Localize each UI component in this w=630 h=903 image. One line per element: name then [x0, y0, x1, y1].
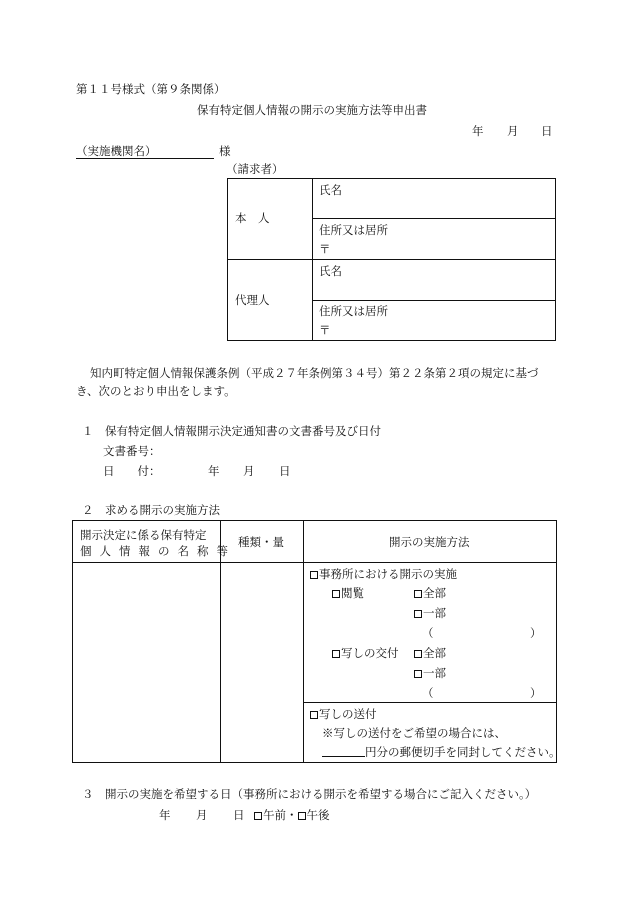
preferred-year-label: 年	[159, 808, 171, 822]
copy-part-paren-close: ）	[530, 686, 542, 700]
addressee-label: （実施機関名）	[76, 144, 157, 158]
viewing-checkbox[interactable]	[332, 590, 340, 598]
decision-year-label: 年	[208, 464, 220, 478]
intro-line-2: き、次のとおり申出をします。	[76, 384, 236, 398]
preferred-day-label: 日	[233, 808, 245, 822]
method-mail-divider	[303, 702, 557, 703]
col-type-header: 種類・量	[238, 535, 284, 549]
col-method-header: 開示の実施方法	[389, 535, 470, 549]
time-separator: ・	[286, 808, 298, 822]
preferred-month-label: 月	[196, 808, 208, 822]
col-name-header-line2: 個人情報の名称等	[80, 544, 236, 558]
viewing-option[interactable]: 閲覧	[332, 586, 364, 600]
agent-address-label: 住所又は居所	[319, 304, 388, 318]
principal-address-label: 住所又は居所	[319, 223, 388, 237]
time-options	[254, 808, 330, 822]
principal-label: 本 人	[235, 211, 270, 225]
am-checkbox[interactable]	[254, 812, 262, 820]
intro-line-1: 知内町特定個人情報保護条例（平成２７年条例第３４号）第２２条第２項の規定に基づ	[90, 366, 539, 380]
honorific: 様	[219, 144, 231, 158]
viewing-part-checkbox[interactable]	[414, 610, 422, 618]
copy-all-checkbox[interactable]	[414, 650, 422, 658]
copy-delivery-checkbox[interactable]	[332, 650, 340, 658]
requester-row-divider	[227, 259, 556, 260]
viewing-part-option[interactable]: 一部	[414, 606, 446, 620]
stamp-note: 円分の郵便切手を同封してください。	[322, 745, 561, 759]
doc-number-label: 文書番号：	[103, 444, 161, 458]
agent-name-label: 氏名	[319, 264, 342, 278]
decision-date-label: 日 付：	[103, 464, 161, 478]
copy-all-option[interactable]: 全部	[414, 646, 446, 660]
copy-delivery-option[interactable]: 写しの交付	[332, 646, 399, 660]
section3-heading: ３ 開示の実施を希望する日（事務所における開示を希望する場合にご記入ください。）	[82, 787, 537, 801]
am-option[interactable]: 午前	[254, 808, 286, 822]
pm-option[interactable]: 午後	[298, 808, 330, 822]
principal-name-label: 氏名	[319, 183, 342, 197]
section1-heading: １ 保有特定個人情報開示決定通知書の文書番号及び日付	[82, 424, 381, 438]
copy-part-option[interactable]: 一部	[414, 666, 446, 680]
viewing-all-option[interactable]: 全部	[414, 586, 446, 600]
mail-option[interactable]: 写しの送付	[310, 707, 377, 721]
decision-day-label: 日	[279, 464, 291, 478]
addressee-line[interactable]	[76, 144, 214, 159]
col-name-header-line1: 開示決定に係る保有特定	[80, 528, 207, 542]
agent-label: 代理人	[235, 293, 270, 307]
agent-inner-divider	[312, 300, 556, 301]
form-number: 第１１号様式（第９条関係）	[76, 82, 226, 96]
section2-heading: ２ 求める開示の実施方法	[82, 503, 220, 517]
requester-label: （請求者）	[226, 162, 284, 176]
mail-note: ※写しの送付をご希望の場合には、	[322, 726, 506, 740]
stamp-amount-field[interactable]	[322, 745, 365, 757]
principal-postal-mark: 〒	[319, 242, 331, 256]
office-option-checkbox[interactable]	[310, 571, 318, 579]
agent-postal-mark: 〒	[319, 323, 331, 337]
viewing-all-checkbox[interactable]	[414, 590, 422, 598]
decision-month-label: 月	[243, 464, 255, 478]
copy-part-checkbox[interactable]	[414, 670, 422, 678]
pm-checkbox[interactable]	[298, 812, 306, 820]
copy-part-paren-open: （	[422, 686, 434, 700]
viewing-part-paren-close: ）	[530, 626, 542, 640]
date-month-label: 月	[507, 124, 519, 138]
document-title: 保有特定個人情報の開示の実施方法等申出書	[197, 103, 427, 117]
method-header-divider	[72, 562, 557, 563]
viewing-part-paren-open: （	[422, 626, 434, 640]
date-day-label: 日	[541, 124, 553, 138]
office-option[interactable]: 事務所における開示の実施	[310, 567, 457, 581]
date-year-label: 年	[472, 124, 484, 138]
mail-checkbox[interactable]	[310, 711, 318, 719]
principal-inner-divider	[312, 218, 556, 219]
method-col-divider-2	[303, 520, 304, 763]
